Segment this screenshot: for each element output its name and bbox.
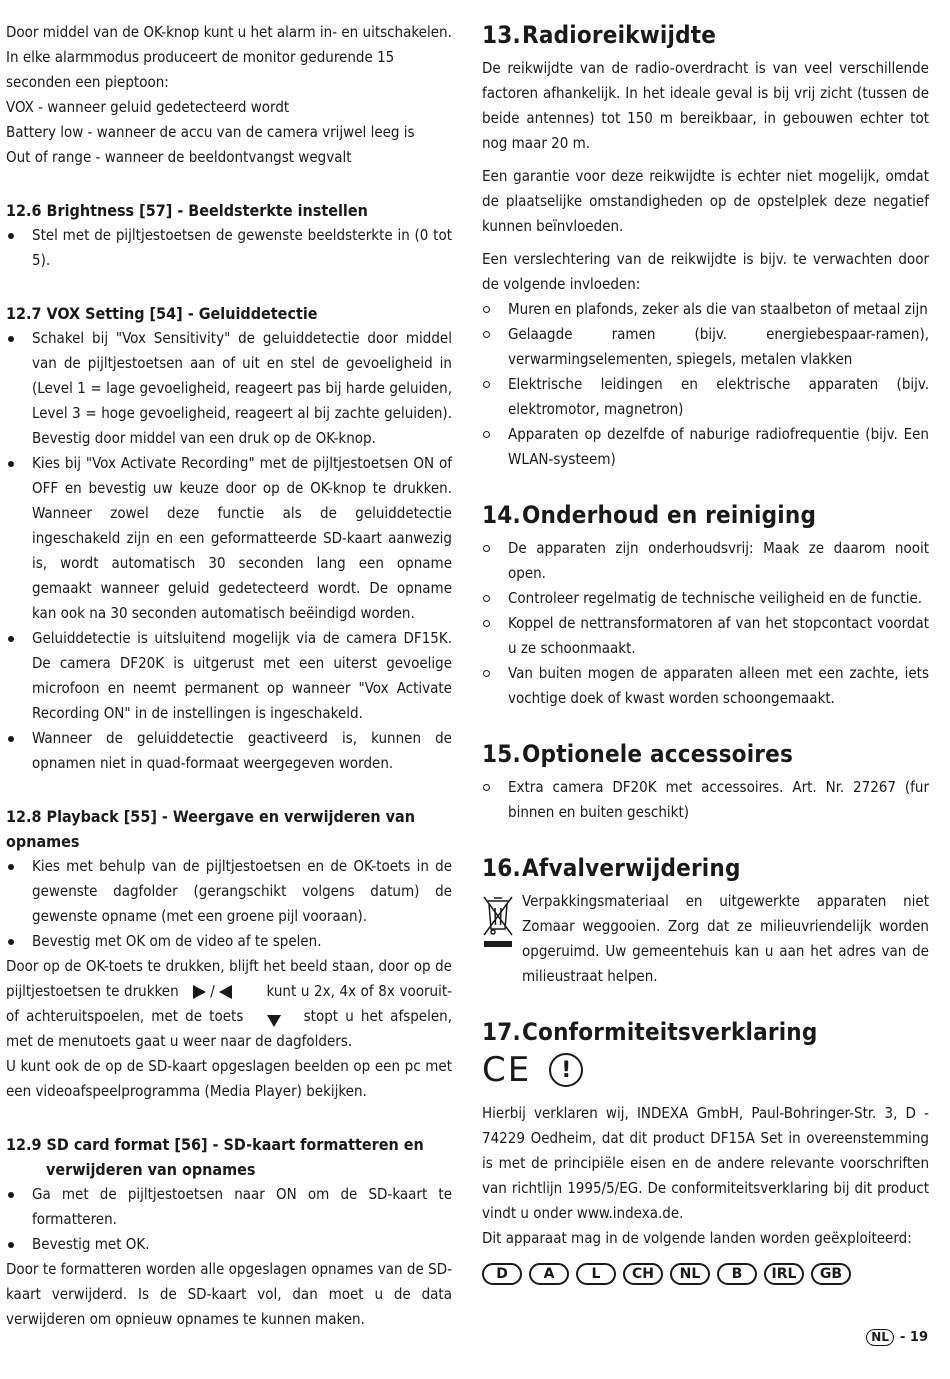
format-paragraph: Door te formatteren worden alle opgeslagen opnames van de SD-kaart verwijderd. Is de SD-kaart vol, dan moet u de data verwijderen om opnieuw opnames te kunnen maken. — [6, 1260, 452, 1328]
country-list — [482, 1263, 929, 1285]
intro-line: Battery low - wanneer de accu van de camera vrijwel leeg is — [6, 123, 415, 141]
section-12-9-heading-line2: verwijderen van opnames — [46, 1160, 256, 1179]
disposal-text: Verpakkingsmateriaal en uitgewerkte apparaten niet Zomaar weggooien. Zorg dat ze milieuvriendelijk worden opgeruimd. Uw gemeentehuis kan u aan het adres van de milieustraat helpen. — [522, 892, 929, 985]
section-16-heading — [482, 853, 929, 883]
disposal-block — [482, 889, 929, 989]
list-item: Controleer regelmatig de technische veiligheid en de functie. — [482, 586, 929, 611]
playback-text-c: stopt u het afspelen, met de menutoets gaat u weer naar de dagfolders. — [6, 1007, 452, 1050]
left-column — [6, 20, 452, 1332]
country-badge: A — [529, 1263, 569, 1285]
alert-mark-icon: ! — [549, 1053, 583, 1087]
arrow-down-icon — [267, 1015, 281, 1027]
section-15-list — [482, 775, 929, 825]
playback-paragraph: Door op de OK-toets te drukken, blijft het beeld staan, door op de pijltjestoetsen te drukken / kunt u 2x, 4x of 8x vooruit- of achteruitspoelen, met de toets stopt u het afspelen, met de menutoets gaat u weer naar de dagfolders. — [6, 957, 452, 1050]
countries-intro: Dit apparaat mag in de volgende landen worden geëxploiteerd: — [482, 1229, 912, 1247]
section-17-heading — [482, 1017, 929, 1047]
section-number: 16. — [482, 854, 521, 882]
section-number: 14. — [482, 501, 521, 529]
section-12-9-list — [6, 1182, 452, 1257]
range-paragraph-2: Een garantie voor deze reikwijdte is echter niet mogelijk, omdat de plaatselijke omstandigheden op de opstelplek deze negatief kunnen beïnvloeden. — [482, 167, 929, 235]
list-item: Schakel bij "Vox Sensitivity" de geluiddetectie door middel van de pijltjestoetsen aan of uit en stel de gevoeligheid in (Level 1 = lage gevoeligheid, reageert pas bij harde geluiden, Level 3 = hoge gevoeligheid, reageert al bij zachte geluiden). Bevestig door middel van een druk op de OK-knop. — [6, 326, 452, 451]
arrow-left-icon — [219, 985, 232, 999]
section-number: 13. — [482, 21, 521, 49]
ce-mark-icon: CE — [482, 1050, 532, 1090]
section-title: Afvalverwijdering — [522, 854, 741, 882]
list-item: Stel met de pijltjestoetsen de gewenste beeldsterkte in (0 tot 5). — [6, 223, 452, 273]
country-badge: L — [576, 1263, 616, 1285]
section-title: Optionele accessoires — [522, 740, 794, 768]
list-item: Extra camera DF20K met accessoires. Art. Nr. 27267 (fur binnen en buiten geschikt) — [482, 775, 929, 825]
list-item: Geluiddetectie is uitsluitend mogelijk via de camera DF15K. De camera DF20K is uitgerust met een uiterst gevoelige microfoon en neemt permanent op wanneer "Vox Activate Recording ON" in de instellingen is ingeschakeld. — [6, 626, 452, 726]
language-badge: NL — [866, 1329, 894, 1346]
section-number: 15. — [482, 740, 521, 768]
section-14-list — [482, 536, 929, 711]
section-12-7-list — [6, 326, 452, 776]
arrow-right-icon — [193, 985, 206, 999]
country-badge: CH — [623, 1263, 663, 1285]
section-12-9-heading-line1: 12.9 SD card format [56] - SD-kaart formatteren en — [6, 1135, 424, 1154]
country-badge: GB — [811, 1263, 851, 1285]
section-14-heading — [482, 500, 929, 530]
list-item: Apparaten op dezelfde of naburige radiofrequentie (bijv. Een WLAN-systeem) — [482, 422, 929, 472]
list-item: Bevestig met OK. — [6, 1232, 452, 1257]
section-title: Conformiteitsverklaring — [522, 1018, 818, 1046]
section-title: Radioreikwijdte — [522, 21, 717, 49]
playback-text-a: Door op de OK-toets te drukken, blijft het beeld staan, door op de pijltjestoetsen te drukken — [6, 957, 452, 1000]
list-item: Bevestig met OK om de video af te spelen. — [6, 929, 452, 954]
page-number: - 19 — [899, 1330, 928, 1345]
playback-text-b: kunt u 2x, 4x of 8x vooruit- of achteruitspoelen, met de toets — [6, 982, 452, 1025]
range-paragraph-1: De reikwijdte van de radio-overdracht is van veel verschillende factoren afhankelijk. In het ideale geval is bij vrij zicht (tussen de beide antennes) tot 150 m bereikbaar, in gebouwen echter tot nog maar 20 m. — [482, 59, 929, 152]
certification-marks — [482, 1050, 929, 1090]
country-badge: B — [717, 1263, 757, 1285]
section-12-7-heading: 12.7 VOX Setting [54] - Geluiddetectie — [6, 304, 318, 323]
section-13-list — [482, 297, 929, 472]
playback-pc-paragraph: U kunt ook de op de SD-kaart opgeslagen beelden op een pc met een videoafspeelprogramma (Media Player) bekijken. — [6, 1057, 452, 1100]
intro-line: Out of range - wanneer de beeldontvangst wegvalt — [6, 148, 352, 166]
crossed-out-bin-icon — [482, 895, 516, 953]
list-item: Koppel de nettransformatoren af van het stopcontact voordat u ze schoonmaakt. — [482, 611, 929, 661]
section-12-6-list — [6, 223, 452, 273]
country-badge: NL — [670, 1263, 710, 1285]
section-13-heading — [482, 20, 929, 50]
list-item: Muren en plafonds, zeker als die van staalbeton of metaal zijn — [482, 297, 929, 322]
section-title: Onderhoud en reiniging — [522, 501, 817, 529]
alarm-intro — [6, 20, 452, 170]
list-item: Ga met de pijltjestoetsen naar ON om de SD-kaart te formatteren. — [6, 1182, 452, 1232]
section-12-8-heading: 12.8 Playback [55] - Weergave en verwijderen van opnames — [6, 807, 415, 851]
section-15-heading — [482, 739, 929, 769]
list-item: Elektrische leidingen en elektrische apparaten (bijv. elektromotor, magnetron) — [482, 372, 929, 422]
list-item: Gelaagde ramen (bijv. energiebespaar-ramen), verwarmingselementen, spiegels, metalen vlakken — [482, 322, 929, 372]
range-paragraph-3: Een verslechtering van de reikwijdte is bijv. te verwachten door de volgende invloeden: — [482, 250, 929, 293]
list-item: De apparaten zijn onderhoudsvrij: Maak ze daarom nooit open. — [482, 536, 929, 586]
country-badge: IRL — [764, 1263, 804, 1285]
list-item: Kies met behulp van de pijltjestoetsen en de OK-toets in de gewenste dagfolder (gerangschikt volgens datum) de gewenste opname (met een groene pijl vooraan). — [6, 854, 452, 929]
page-footer — [866, 1329, 928, 1346]
intro-line: In elke alarmmodus produceert de monitor gedurende 15 seconden een pieptoon: — [6, 48, 395, 91]
section-number: 17. — [482, 1018, 521, 1046]
list-item: Wanneer de geluiddetectie geactiveerd is, kunnen de opnamen niet in quad-formaat weergegeven worden. — [6, 726, 452, 776]
conformity-paragraph: Hierbij verklaren wij, INDEXA GmbH, Paul-Bohringer-Str. 3, D - 74229 Oedheim, dat dit product DF15A Set in overeenstemming is met de principiële eisen en de andere relevante voorschriften van richtlijn 1995/5/EG. De conformiteitsverklaring bij dit product vindt u onder www.indexa.de. — [482, 1104, 929, 1222]
intro-line: VOX - wanneer geluid gedetecteerd wordt — [6, 98, 290, 116]
section-12-9-heading — [6, 1132, 452, 1182]
list-item: Van buiten mogen de apparaten alleen met een zachte, iets vochtige doek of kwast worden schoongemaakt. — [482, 661, 929, 711]
section-12-6-heading: 12.6 Brightness [57] - Beeldsterkte instellen — [6, 201, 368, 220]
list-item: Kies bij "Vox Activate Recording" met de pijltjestoetsen ON of OFF en bevestig uw keuze door op de OK-knop te drukken. Wanneer zowel deze functie als de geluiddetectie ingeschakeld zijn en een geformatteerde SD-kaart aanwezig is, wordt automatisch 30 seconden lang een opname gemaakt wanneer geluid gedetecteerd wordt. De opname kan ook na 30 seconden automatisch beëindigd worden. — [6, 451, 452, 626]
country-badge: D — [482, 1263, 522, 1285]
right-column — [482, 20, 929, 1285]
section-12-8-list — [6, 854, 452, 954]
intro-line: Door middel van de OK-knop kunt u het alarm in- en uitschakelen. — [6, 23, 452, 41]
